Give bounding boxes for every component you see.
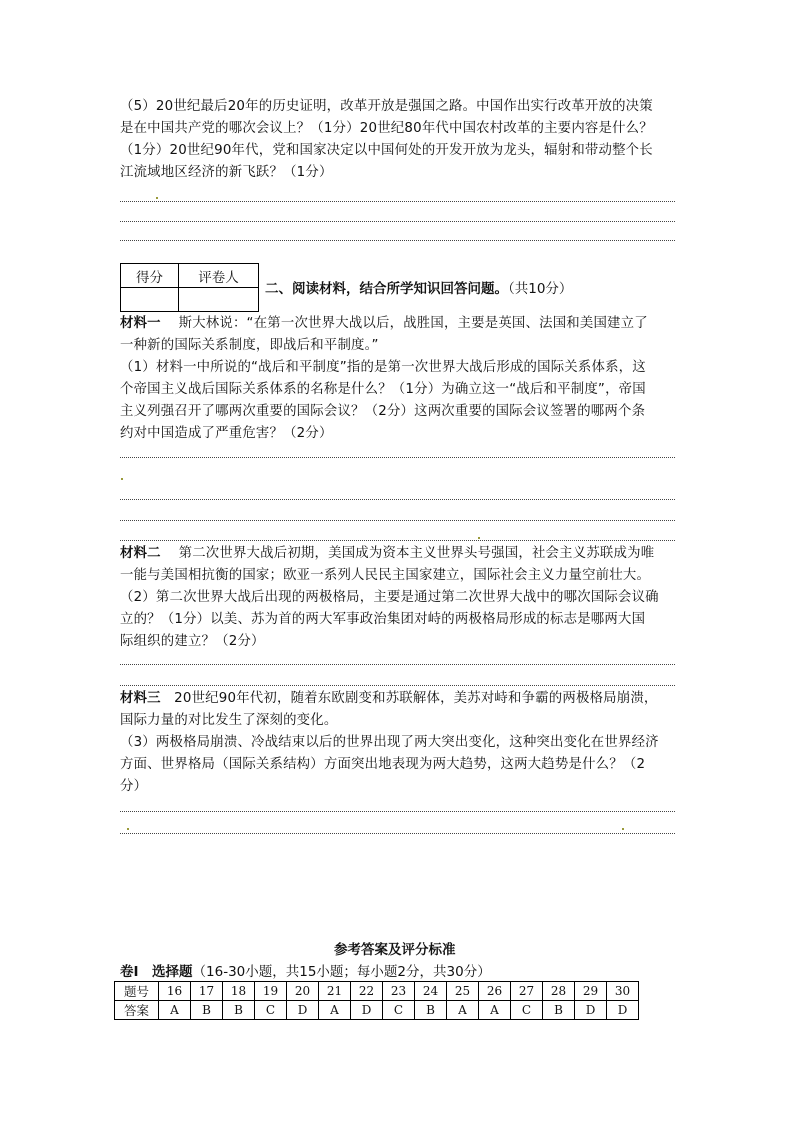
answer-line bbox=[120, 201, 675, 202]
question-text: 约对中国造成了严重危害？（2分） bbox=[120, 426, 333, 441]
answer-line bbox=[120, 540, 675, 541]
question-number-cell: 29 bbox=[575, 982, 607, 1001]
scan-speck bbox=[156, 197, 158, 199]
row-label: 题号 bbox=[115, 982, 159, 1001]
question-number-cell: 26 bbox=[479, 982, 511, 1001]
answer-line bbox=[120, 833, 675, 834]
question-text: 方面、世界格局（国际关系结构）方面突出地表现为两大趋势，这两大趋势是什么？（2 bbox=[120, 757, 646, 772]
part-note: （16-30小题，共15小题；每小题2分，共30分） bbox=[192, 964, 491, 980]
answer-cell: C bbox=[255, 1001, 287, 1020]
answer-key-subtitle bbox=[120, 960, 491, 980]
question-number-cell: 19 bbox=[255, 982, 287, 1001]
grader-cell bbox=[179, 288, 259, 312]
scan-speck bbox=[622, 828, 624, 830]
question-text: 个帝国主义战后国际关系体系的名称是什么？（1分）为确立这一“战后和平制度”，帝国 bbox=[120, 382, 646, 397]
answer-line bbox=[120, 221, 675, 222]
answer-cell: A bbox=[319, 1001, 351, 1020]
material-1-label: 材料一 bbox=[120, 316, 161, 331]
answer-line bbox=[120, 240, 675, 241]
answer-cell: A bbox=[159, 1001, 191, 1020]
answer-line bbox=[120, 811, 675, 812]
section-2-title bbox=[265, 280, 572, 298]
question-number-cell: 27 bbox=[511, 982, 543, 1001]
answer-cell: D bbox=[351, 1001, 383, 1020]
score-cell bbox=[121, 288, 179, 312]
text-line: 国际力量的对比发生了深刻的变化。 bbox=[120, 713, 338, 728]
answer-cell: D bbox=[575, 1001, 607, 1020]
answer-cell: B bbox=[223, 1001, 255, 1020]
text-line: （5）20世纪最后20年的历史证明，改革开放是强国之路。中国作出实行改革开放的决策 bbox=[120, 99, 653, 114]
scan-speck bbox=[121, 478, 123, 480]
material-3 bbox=[120, 688, 675, 798]
answer-cell: D bbox=[287, 1001, 319, 1020]
answer-row bbox=[115, 1001, 639, 1020]
text-line: 斯大林说：“在第一次世界大战以后，战胜国，主要是英国、法国和美国建立了 bbox=[178, 316, 648, 331]
question-text: 主义列强召开了哪两次重要的国际会议？（2分）这两次重要的国际会议签署的哪两个条 bbox=[120, 404, 646, 419]
question-number-row bbox=[115, 982, 639, 1001]
answer-line bbox=[120, 499, 675, 500]
question-number-cell: 25 bbox=[447, 982, 479, 1001]
text-line: 一种新的国际关系制度，即战后和平制度。” bbox=[120, 338, 379, 353]
text-line: 第二次世界大战后初期，美国成为资本主义世界头号强国，社会主义苏联成为唯 bbox=[178, 546, 655, 561]
text-line: （1分）20世纪90年代，党和国家决定以中国何处的开发开放为龙头，辐射和带动整个长 bbox=[120, 143, 653, 158]
material-3-label: 材料三 bbox=[120, 691, 161, 706]
answer-cell: B bbox=[191, 1001, 223, 1020]
answer-cell: D bbox=[607, 1001, 639, 1020]
question-text: （1）材料一中所说的“战后和平制度”指的是第一次世界大战后形成的国际关系体系，这 bbox=[120, 360, 646, 375]
text-line: 一能与美国相抗衡的国家；欧亚一系列人民民主国家建立，国际社会主义力量空前壮大。 bbox=[120, 568, 651, 583]
question-number-cell: 17 bbox=[191, 982, 223, 1001]
score-label: 得分 bbox=[121, 264, 179, 288]
material-2-label: 材料二 bbox=[120, 546, 161, 561]
text-line: 是在中国共产党的哪次会议上？（1分）20世纪80年代中国农村改革的主要内容是什么？ bbox=[120, 121, 653, 136]
answer-cell: A bbox=[447, 1001, 479, 1020]
answer-line bbox=[120, 457, 675, 458]
answer-cell: C bbox=[383, 1001, 415, 1020]
question-number-cell: 30 bbox=[607, 982, 639, 1001]
question-number-cell: 21 bbox=[319, 982, 351, 1001]
question-number-cell: 28 bbox=[543, 982, 575, 1001]
question-text: 分） bbox=[120, 779, 148, 794]
question-5 bbox=[120, 96, 675, 184]
question-number-cell: 23 bbox=[383, 982, 415, 1001]
question-number-cell: 22 bbox=[351, 982, 383, 1001]
question-text: 际组织的建立？（2分） bbox=[120, 634, 265, 649]
text-line: 20世纪90年代初，随着东欧剧变和苏联解体，美苏对峙和争霸的两极格局崩溃， bbox=[174, 691, 658, 706]
answer-line bbox=[120, 664, 675, 665]
question-number-cell: 16 bbox=[159, 982, 191, 1001]
answer-cell: C bbox=[511, 1001, 543, 1020]
scan-speck bbox=[478, 537, 480, 539]
part-label: 卷Ⅰ 选择题 bbox=[120, 964, 193, 980]
section-2-points: （共10分） bbox=[508, 281, 573, 297]
question-text: 立的？（1分）以美、苏为首的两大军事政治集团对峙的两极格局形成的标志是哪两大国 bbox=[120, 612, 646, 627]
text-line: 江流域地区经济的新飞跃？（1分） bbox=[120, 165, 333, 180]
row-label: 答案 bbox=[115, 1001, 159, 1020]
question-number-cell: 18 bbox=[223, 982, 255, 1001]
score-box bbox=[120, 263, 259, 312]
material-2 bbox=[120, 543, 675, 653]
material-1 bbox=[120, 313, 675, 445]
scan-speck bbox=[127, 828, 129, 830]
grader-label: 评卷人 bbox=[179, 264, 259, 288]
question-number-cell: 24 bbox=[415, 982, 447, 1001]
section-2-heading: 二、阅读材料，结合所学知识回答问题。 bbox=[265, 281, 508, 297]
answer-table bbox=[114, 981, 639, 1020]
answer-line bbox=[120, 685, 675, 686]
answer-cell: B bbox=[543, 1001, 575, 1020]
question-text: （3）两极格局崩溃、冷战结束以后的世界出现了两大突出变化，这种突出变化在世界经济 bbox=[120, 735, 659, 750]
answer-line bbox=[120, 520, 675, 521]
answer-key-title: 参考答案及评分标准 bbox=[334, 942, 456, 958]
question-number-cell: 20 bbox=[287, 982, 319, 1001]
answer-cell: A bbox=[479, 1001, 511, 1020]
answer-cell: B bbox=[415, 1001, 447, 1020]
question-text: （2）第二次世界大战后出现的两极格局，主要是通过第二次世界大战中的哪次国际会议确 bbox=[120, 590, 659, 605]
